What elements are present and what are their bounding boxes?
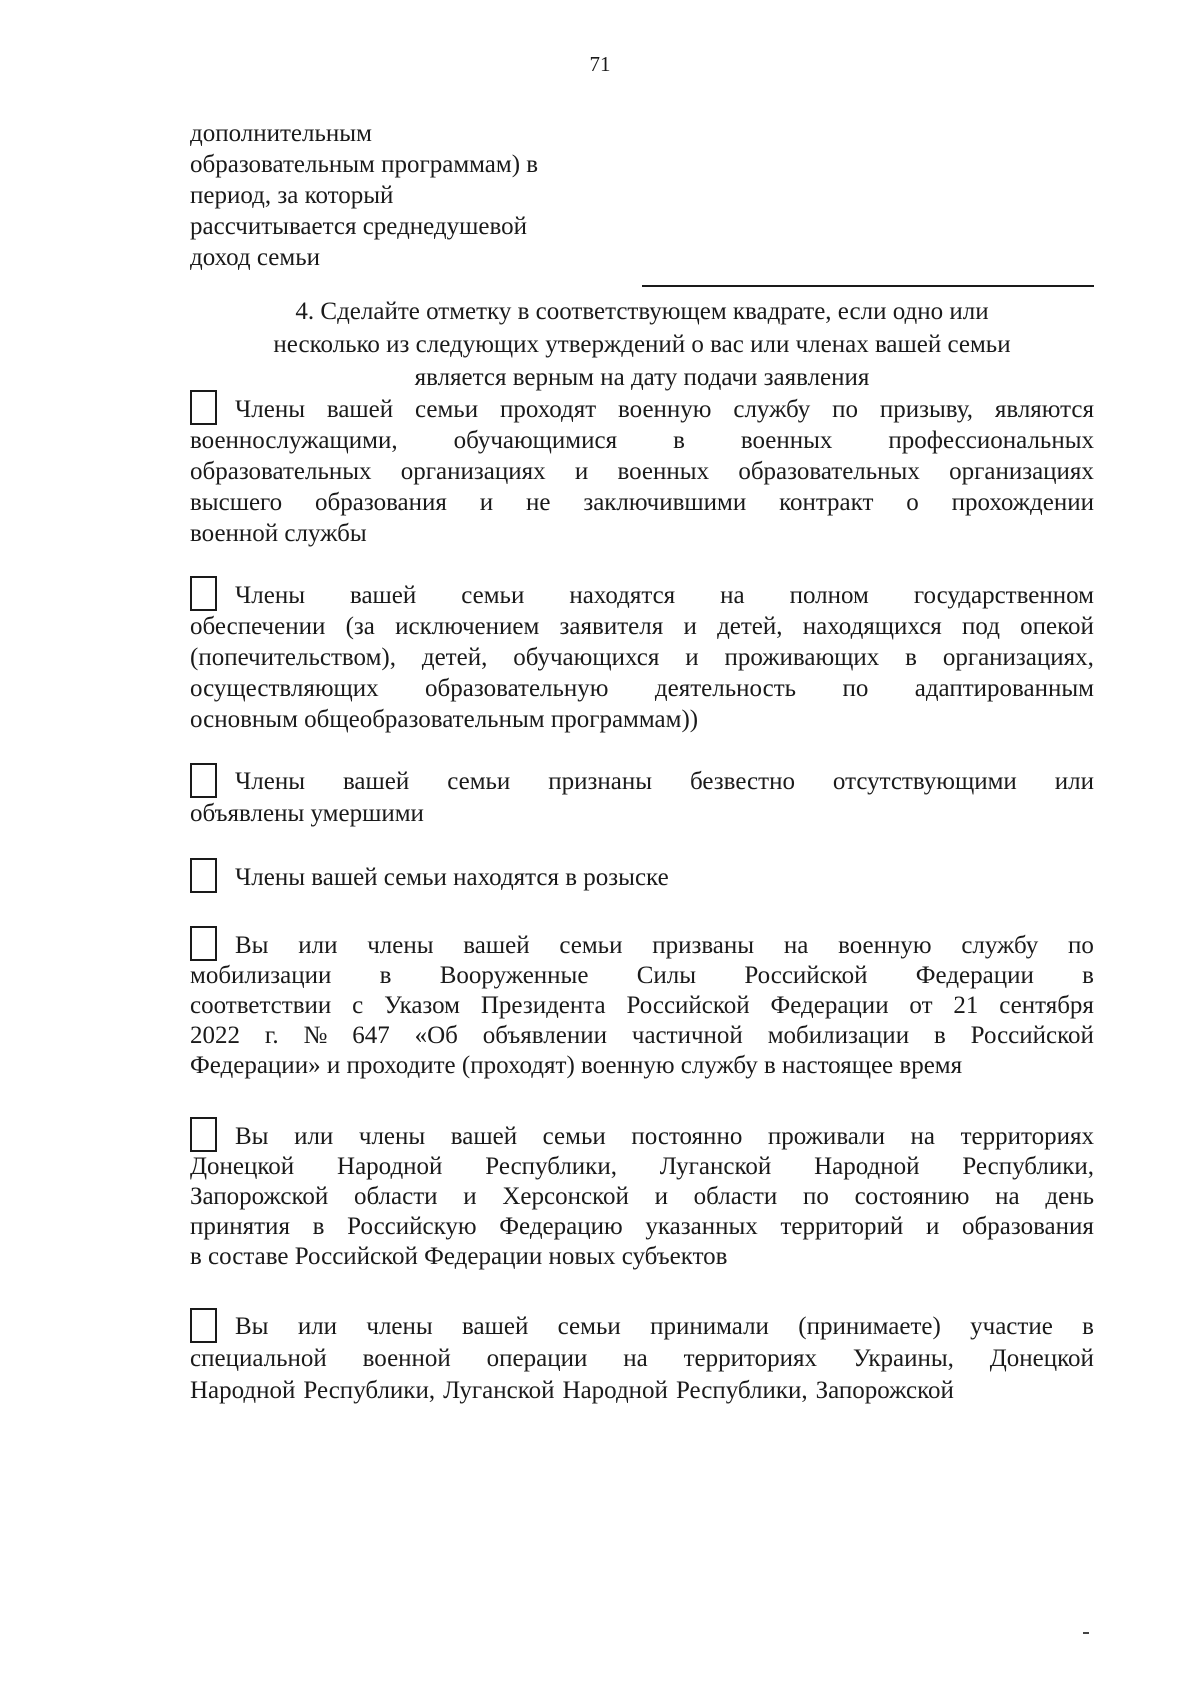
- statement-first-line: [190, 763, 1094, 798]
- previous-row-text: [190, 118, 650, 273]
- word: проживающих: [724, 644, 880, 671]
- word: на: [910, 1123, 936, 1150]
- word: участие: [970, 1313, 1053, 1340]
- word: Вы: [235, 932, 269, 959]
- word: находятся: [569, 582, 676, 609]
- word: детей,: [717, 613, 783, 640]
- word: образования: [315, 489, 447, 516]
- word: вашей: [450, 1123, 518, 1150]
- word: территорий: [780, 1213, 904, 1240]
- word: военную: [838, 932, 932, 959]
- word: Члены вашей семьи находятся в розыске: [235, 864, 669, 891]
- word: осуществляющих: [190, 675, 379, 702]
- word: и: [479, 489, 494, 516]
- statement-line: [190, 487, 1094, 518]
- heading-line: является верным на дату подачи заявления: [414, 364, 870, 391]
- statement-line: [235, 394, 1094, 425]
- word: заявителя: [559, 613, 664, 640]
- word: Президента: [480, 992, 606, 1019]
- word: Федерации: [915, 962, 1034, 989]
- word: являются: [994, 396, 1094, 423]
- word: день: [1045, 1183, 1094, 1210]
- word: Федерации: [770, 992, 889, 1019]
- word: на: [720, 582, 745, 609]
- word: Луганской: [659, 1153, 772, 1180]
- word: призваны: [652, 932, 755, 959]
- word: или: [294, 1123, 334, 1150]
- statement-wanted: [190, 858, 1094, 893]
- word: военных: [740, 427, 833, 454]
- word: (принимаете): [798, 1313, 941, 1340]
- word: организациях,: [942, 644, 1094, 671]
- statement-checkbox[interactable]: [190, 1117, 217, 1152]
- word: принимали: [650, 1313, 769, 1340]
- statement-line: [190, 642, 1094, 673]
- word: по: [1068, 932, 1094, 959]
- word: мобилизации: [190, 962, 332, 989]
- word: территориях: [683, 1345, 817, 1372]
- word: объявлении: [482, 1022, 607, 1049]
- word: Российской: [970, 1022, 1094, 1049]
- word: образовательных: [738, 458, 920, 485]
- word: или: [298, 932, 338, 959]
- statement-line: [235, 1311, 1094, 1343]
- answer-blank-line[interactable]: [642, 285, 1094, 287]
- word: исключением: [395, 613, 540, 640]
- statement-new-territories-residents: [190, 1117, 1094, 1272]
- word: территориях: [960, 1123, 1094, 1150]
- word: безвестно: [690, 768, 795, 795]
- word: организациях: [949, 458, 1094, 485]
- statement-first-line: [190, 390, 1094, 425]
- statement-checkbox[interactable]: [190, 390, 217, 425]
- word: в: [312, 1213, 325, 1240]
- word: Народной: [190, 1377, 296, 1404]
- word: в: [1082, 962, 1094, 989]
- word: Российскую: [347, 1213, 477, 1240]
- word: профессиональных: [888, 427, 1094, 454]
- word: под: [962, 613, 1000, 640]
- word: по: [842, 675, 869, 702]
- word: соответствии: [190, 992, 332, 1019]
- statement-line: [235, 931, 1094, 961]
- word: Вооруженные: [439, 962, 589, 989]
- word: организациях: [400, 458, 546, 485]
- word: Херсонской: [502, 1183, 629, 1210]
- statement-mobilized: [190, 926, 1094, 1081]
- word: принятия: [190, 1213, 290, 1240]
- word: государственном: [913, 582, 1094, 609]
- statement-line: [190, 611, 1094, 642]
- word: в: [933, 1022, 946, 1049]
- word: военных: [617, 458, 710, 485]
- page-number: 71: [589, 52, 611, 76]
- word: по: [832, 396, 859, 423]
- word: Федерацию: [499, 1213, 623, 1240]
- word: семьи: [461, 582, 525, 609]
- word: члены: [366, 1313, 433, 1340]
- word: 647: [352, 1022, 390, 1049]
- statement-line: [190, 798, 1094, 830]
- word: Республики,: [485, 1153, 617, 1180]
- word: 2022: [190, 1022, 240, 1049]
- statement-checkbox[interactable]: [190, 858, 217, 893]
- word: основным общеобразовательным программам)): [190, 706, 699, 733]
- word: области: [693, 1183, 778, 1210]
- intro-line: период, за который: [190, 182, 394, 209]
- statement-line: [190, 1051, 1094, 1081]
- statement-first-line: [190, 1117, 1094, 1152]
- word: полном: [789, 582, 869, 609]
- word: семьи: [542, 1123, 606, 1150]
- word: на: [995, 1183, 1020, 1210]
- word: Донецкой: [989, 1345, 1094, 1372]
- word: и: [463, 1183, 477, 1210]
- statement-missing-or-deceased: [190, 763, 1094, 830]
- word: операции: [486, 1345, 588, 1372]
- word: и: [925, 1213, 940, 1240]
- word: признаны: [548, 768, 653, 795]
- word: вашей: [342, 768, 410, 795]
- statement-first-line: [190, 1308, 1094, 1343]
- word: и: [685, 644, 699, 671]
- word: «Об: [414, 1022, 458, 1049]
- statement-military-conscripts: [190, 390, 1094, 549]
- word: семьи: [559, 932, 623, 959]
- word: частичной: [631, 1022, 743, 1049]
- intro-line: дополнительным: [190, 120, 372, 147]
- word: военной службы: [190, 520, 367, 547]
- word: объявлены умершими: [190, 800, 424, 827]
- word: вашей: [326, 396, 394, 423]
- word: мобилизации: [767, 1022, 910, 1049]
- statement-line: [190, 1343, 1094, 1375]
- word: в: [379, 962, 392, 989]
- word: находящихся: [802, 613, 942, 640]
- heading-line: несколько из следующих утверждений о вас или членах вашей семьи: [273, 331, 1011, 358]
- word: №: [303, 1022, 328, 1049]
- word: службу: [961, 932, 1039, 959]
- word: Народной: [562, 1377, 668, 1404]
- word: на: [783, 932, 809, 959]
- word: Украины,: [852, 1345, 954, 1372]
- statement-first-line: [190, 858, 1094, 893]
- word: семьи: [557, 1313, 621, 1340]
- word: Члены: [235, 396, 305, 423]
- statement-line: [235, 862, 1094, 893]
- word: службу: [733, 396, 811, 423]
- statement-checkbox[interactable]: [190, 1308, 217, 1343]
- word: Федерации» и проходите (проходят) военную службу в настоящее время: [190, 1052, 963, 1079]
- statement-line: [190, 704, 1094, 735]
- word: Народной: [814, 1153, 920, 1180]
- word: прохождении: [951, 489, 1094, 516]
- word: обучающимися: [453, 427, 618, 454]
- statement-line: [190, 1152, 1094, 1182]
- word: семьи: [414, 396, 479, 423]
- intro-line: доход семьи: [190, 244, 320, 271]
- word: Народной: [337, 1153, 443, 1180]
- statement-line: [190, 1182, 1094, 1212]
- word: в составе Российской Федерации новых субъектов: [190, 1243, 728, 1270]
- word: Члены: [235, 768, 305, 795]
- word: контракт: [779, 489, 874, 516]
- word: или: [297, 1313, 338, 1340]
- word: вашей: [349, 582, 417, 609]
- statement-checkbox[interactable]: [190, 926, 217, 961]
- word: проживали: [767, 1123, 885, 1150]
- word: области: [353, 1183, 438, 1210]
- statement-checkbox[interactable]: [190, 576, 217, 611]
- section-heading: [190, 295, 1094, 394]
- word: на: [623, 1345, 648, 1372]
- statement-line: [235, 1122, 1094, 1152]
- word: отсутствующими: [832, 768, 1017, 795]
- word: проходят: [499, 396, 597, 423]
- word: Запорожской: [815, 1377, 954, 1404]
- word: Российской: [626, 992, 750, 1019]
- word: обеспечении: [190, 613, 326, 640]
- word: по: [802, 1183, 829, 1210]
- word: Республики,: [962, 1153, 1094, 1180]
- statement-line: [190, 961, 1094, 991]
- word: высшего: [190, 489, 283, 516]
- word: и: [683, 613, 697, 640]
- word: Донецкой: [190, 1153, 295, 1180]
- statement-line: [235, 580, 1094, 611]
- word: сентября: [999, 992, 1094, 1019]
- word: обучающихся: [513, 644, 660, 671]
- word: 21: [953, 992, 979, 1019]
- word: адаптированным: [914, 675, 1094, 702]
- word: военнослужащими,: [190, 427, 398, 454]
- word: (за: [345, 613, 375, 640]
- word: детей,: [421, 644, 488, 671]
- word: (попечительством),: [190, 644, 396, 671]
- scan-mark: [1083, 1632, 1089, 1634]
- statement-line: [190, 518, 1094, 549]
- word: с: [352, 992, 364, 1019]
- word: специальной: [190, 1345, 327, 1372]
- statement-line: [235, 766, 1094, 798]
- word: члены: [358, 1123, 426, 1150]
- word: Республики,: [675, 1377, 808, 1404]
- word: о: [906, 489, 919, 516]
- word: вашей: [463, 932, 530, 959]
- word: указанных: [645, 1213, 758, 1240]
- intro-line: образовательным программам) в: [190, 151, 539, 178]
- statement-line: [190, 1212, 1094, 1242]
- word: семьи: [447, 768, 511, 795]
- word: вашей: [462, 1313, 529, 1340]
- word: от: [909, 992, 933, 1019]
- word: постоянно: [631, 1123, 743, 1150]
- statement-checkbox[interactable]: [190, 763, 217, 798]
- word: или: [1054, 768, 1094, 795]
- word: состоянию: [854, 1183, 970, 1210]
- word: военной: [362, 1345, 451, 1372]
- word: образования: [962, 1213, 1094, 1240]
- word: Российской: [744, 962, 868, 989]
- word: образовательных: [190, 458, 372, 485]
- word: заключившими: [583, 489, 747, 516]
- statement-first-line: [190, 926, 1094, 961]
- word: Силы: [636, 962, 697, 989]
- statement-line: [190, 673, 1094, 704]
- statement-line: [190, 1242, 1094, 1272]
- word: призыву,: [879, 396, 974, 423]
- word: в: [905, 644, 917, 671]
- heading-line: 4. Сделайте отметку в соответствующем квадрате, если одно или: [295, 298, 989, 325]
- word: и: [574, 458, 589, 485]
- word: Члены: [235, 582, 305, 609]
- statement-line: [190, 1021, 1094, 1051]
- statement-full-state-support: [190, 576, 1094, 735]
- word: г.: [264, 1022, 279, 1049]
- word: не: [525, 489, 551, 516]
- word: Запорожской: [190, 1183, 329, 1210]
- word: опекой: [1020, 613, 1094, 640]
- statement-line: [190, 1375, 1094, 1407]
- word: в: [1082, 1313, 1094, 1340]
- word: деятельность: [654, 675, 797, 702]
- word: члены: [367, 932, 434, 959]
- word: в: [673, 427, 685, 454]
- word: образовательную: [425, 675, 609, 702]
- word: Луганской: [443, 1377, 555, 1404]
- word: Указом: [384, 992, 461, 1019]
- statement-line: [190, 991, 1094, 1021]
- word: Вы: [235, 1123, 269, 1150]
- word: Вы: [235, 1313, 269, 1340]
- word: Республики,: [303, 1377, 436, 1404]
- intro-line: рассчитывается среднедушевой: [190, 213, 528, 240]
- word: военную: [618, 396, 712, 423]
- statement-line: [190, 425, 1094, 456]
- statement-special-military-operation: [190, 1308, 1094, 1407]
- statement-first-line: [190, 576, 1094, 611]
- word: и: [654, 1183, 668, 1210]
- statement-line: [190, 456, 1094, 487]
